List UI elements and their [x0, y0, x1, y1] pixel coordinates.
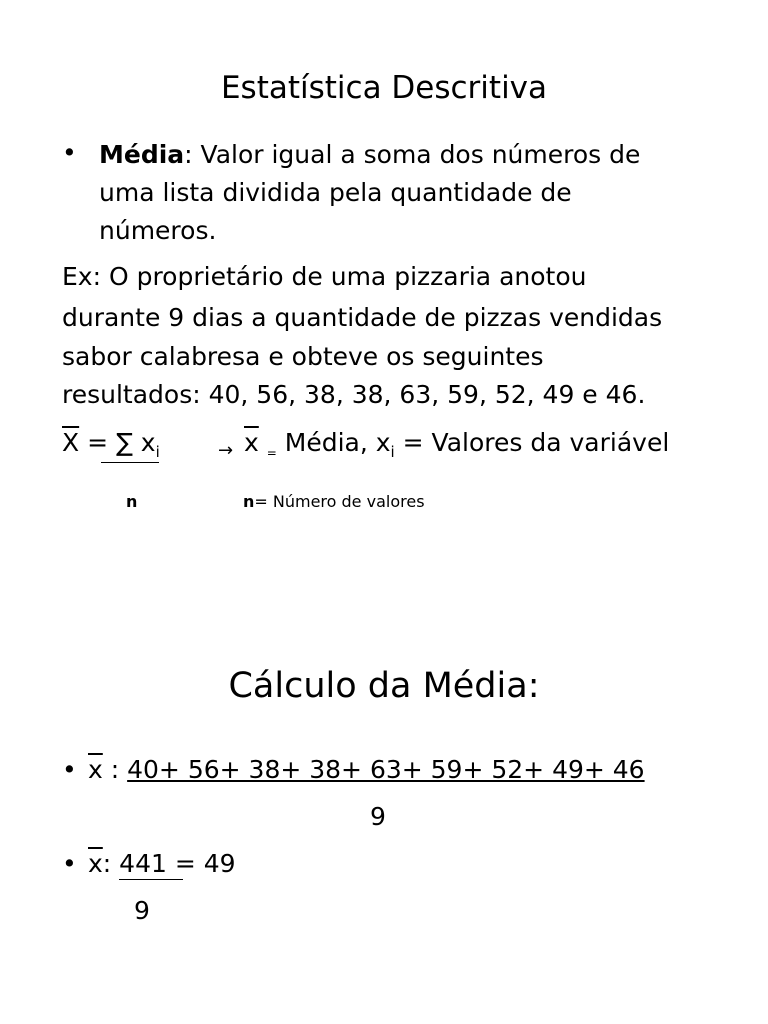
n-definition: [243, 492, 425, 511]
calc1-xbar: $\overline{x}$: [88, 755, 103, 784]
slide1-title: Estatística Descritiva: [220, 70, 548, 106]
calc2-colon: :: [102, 849, 120, 878]
bullet-calc1: •: [62, 755, 77, 784]
calc2-xbar: $\overline{x}$: [88, 849, 103, 878]
formula-desc-rest: = Valores da variável: [394, 428, 670, 457]
formula-sum: ∑ x: [115, 428, 156, 457]
formula-denominator: n: [126, 492, 138, 511]
calc1-numerator: 40+ 56+ 38+ 38+ 63+ 59+ 52+ 49+ 46: [127, 755, 645, 784]
formula-sub-i: i: [155, 443, 160, 461]
media-def-line3: números.: [99, 216, 217, 245]
media-term: Média: [99, 140, 185, 169]
example-line2: durante 9 dias a quantidade de pizzas vendidas: [62, 303, 663, 332]
media-line1: [99, 136, 640, 174]
arrow-icon: →: [218, 440, 234, 461]
formula-xbar: $\overline{x}$: [244, 428, 259, 457]
calc-line1: [88, 751, 645, 789]
slide2-title: Cálculo da Média:: [228, 666, 540, 706]
calc2-fraction-line: [119, 879, 183, 880]
media-def-line1: : Valor igual a soma dos números de: [184, 140, 641, 169]
calc2-numerator: 441: [119, 849, 167, 878]
calc2-result: = 49: [166, 849, 236, 878]
calc2-denominator: 9: [134, 896, 150, 925]
formula-desc-sub: i: [390, 443, 395, 461]
calc1-colon: :: [102, 755, 128, 784]
bullet-calc2: •: [62, 849, 77, 878]
bullet-media: •: [62, 138, 77, 167]
n-desc: = Número de valores: [254, 492, 425, 511]
formula-small-eq: =: [266, 446, 277, 460]
formula-desc: [244, 424, 669, 466]
formula-desc-text: Média, x: [276, 428, 391, 457]
formula-equals: =: [79, 428, 116, 457]
media-def-line2: uma lista dividida pela quantidade de: [99, 178, 572, 207]
example-line4: resultados: 40, 56, 38, 38, 63, 59, 52, 49 e 46.: [62, 380, 646, 409]
formula-fraction-line: [101, 462, 159, 463]
example-line1: Ex: O proprietário de uma pizzaria anotou: [62, 262, 587, 291]
calc-line2: [88, 845, 236, 883]
formula-mean: [62, 424, 160, 465]
calc1-denominator: 9: [370, 802, 386, 831]
n-label: n: [243, 492, 255, 511]
formula-xbar-lhs: $\overline{X}$: [62, 428, 80, 457]
example-line3: sabor calabresa e obteve os seguintes: [62, 342, 544, 371]
